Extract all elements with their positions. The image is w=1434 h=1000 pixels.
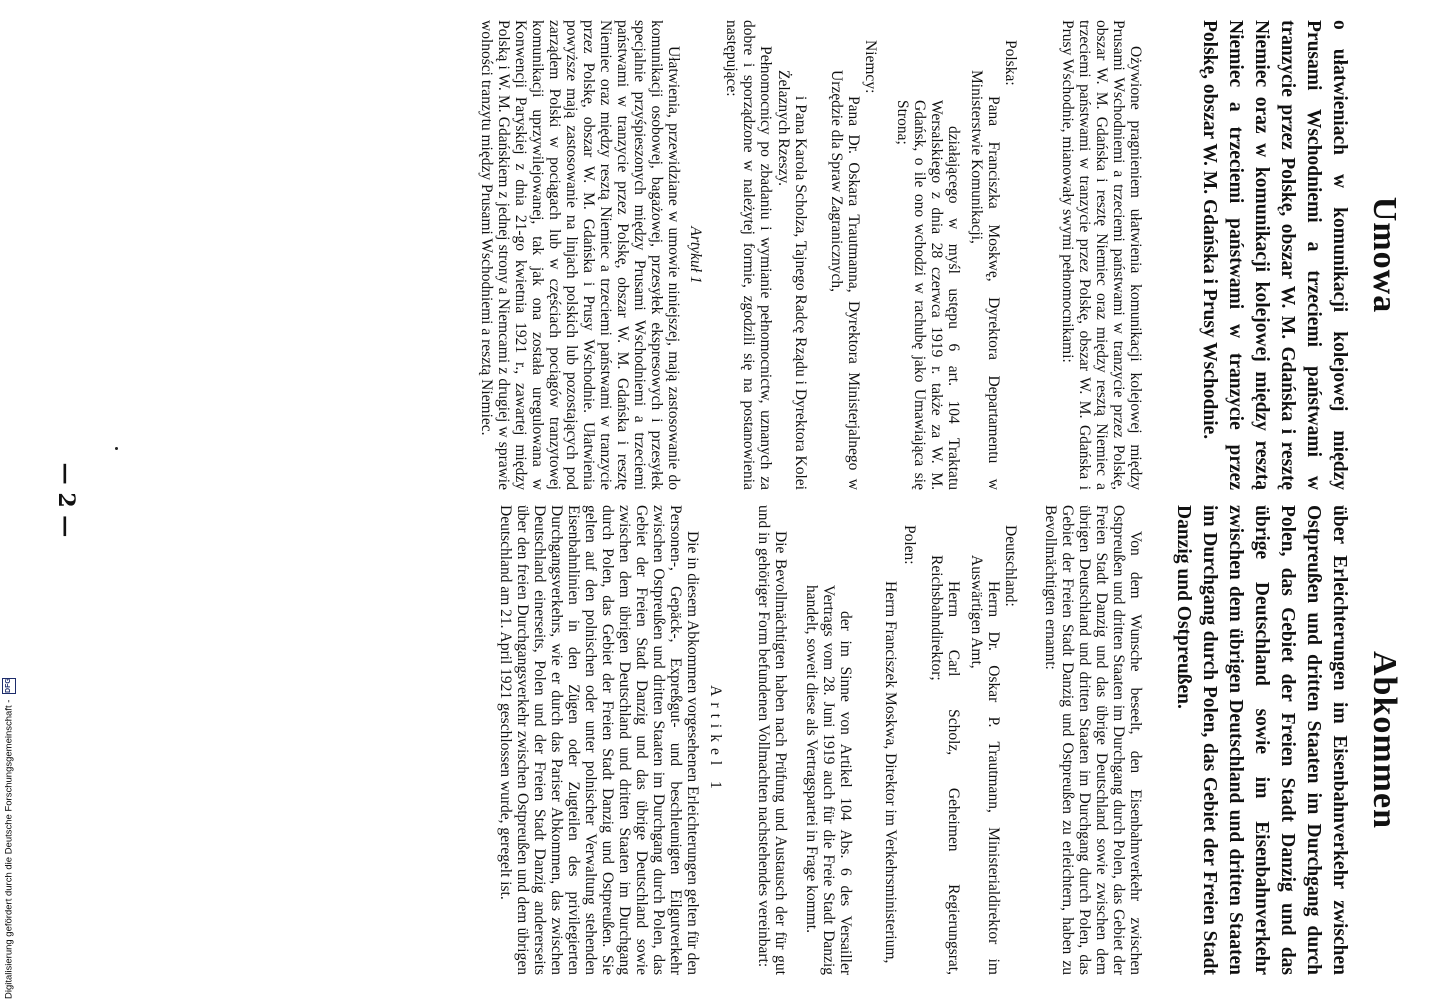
german-country-2: Polen: <box>901 525 918 565</box>
german-delegate-1: Herrn Dr. Oskar P. Trautmann, Ministerialdirektor im Auswärtigen Amt, <box>968 555 1002 975</box>
german-country-1: Deutschland: <box>1002 525 1019 607</box>
polish-treaty: działającego w myśl ustępu 6 art. 104 Traktatu Wersalskiego z dnia 28 czerwca 1919 r. także za W. M. Gdańsk, o ile ono wchodzi w rachubę jako Umawiająca się Strona; <box>894 100 962 490</box>
polish-country-1: Polska: <box>1002 40 1019 86</box>
polish-heading: o ułatwieniach w komunikacji kolejowej między Prusami Wschodniemi a trzeciemi państwami w tranzycie przez Polskę, obszar W. M. Gdańska i resztę Niemiec oraz w komunikacji kolejowej między resztą Niemiec a trzeciemi państwami w tranzycie przez Polskę, obszar W. M. Gdańska i Prusy Wschodnie. <box>1199 20 1350 490</box>
german-article-heading: Artikel 1 <box>707 685 724 795</box>
footer-text: Digitalisierung gefördert durch die Deutsche Forschungsgemeinschaft - <box>3 699 15 999</box>
polish-delegate-3: i Pana Karola Scholza, Tajnego Radcę Rządu i Dyrektora Kolei Żelaznych Rzeszy. <box>775 70 809 490</box>
german-delegate-2: Herrn Carl Scholz, Geheimen Regierungsrat, Reichsbahndirektor; <box>928 555 962 975</box>
german-column <box>0 505 1434 975</box>
polish-intro: Ożywione pragnieniem ułatwienia komunikacji kolejowej między Prusami Wschodniemi a trzeciemi państwami w tranzycie przez Polskę, obszar W. M. Gdańska i resztę Niemiec oraz między resztą Niemiec a trzeciemi państwami w tranzycie przez Polskę, obszar W. M. Gdańska i Prusy Wschodnie, mianowały swymi pełnomocnikami: <box>1059 20 1144 490</box>
page-number: — 2 — <box>53 462 79 538</box>
dfg-logo-icon: DFG <box>2 678 16 694</box>
german-treaty: der im Sinne von Artikel 104 Abs. 6 des Versailler Vertrags vom 28. Juni 1919 auch für die Freie Stadt Danzig handelt, soweit diese als Vertragspartei in Frage kommt. <box>803 585 854 975</box>
polish-country-2: Niemcy: <box>862 40 879 94</box>
german-delegate-3: Herrn Franciszek Moskwa, Direktor im Verkehrsministerium, <box>882 581 899 964</box>
polish-delegate-2: Pana Dr. Oskara Trautmanna, Dyrektora Ministerjalnego w Urzędzie dla Spraw Zagranicznych, <box>828 70 862 490</box>
german-intro: Von dem Wunsche beseelt, den Eisenbahnverkehr zwischen Ostpreußen und dritten Staaten im Durchgang durch Polen, das Gebiet der Freien Stadt Danzig und das übrige Deutschland sowie zwischen dem übrigen Deutschland und dritten Staaten im Durchgang durch Polen, das Gebiet der Freien Stadt Danzig und Ostpreußen zu erleichtern, haben zu Bevollmächtigten ernannt: <box>1042 505 1144 975</box>
polish-article-heading: Artykuł 1 <box>687 226 704 284</box>
german-powers: Die Bevollmächtigten haben nach Prüfung und Austausch der für gut und in gehöriger Form befundenen Vollmachten nachstehendes vereinbart: <box>755 505 789 975</box>
polish-article-text: Ułatwienia, przewidziane w umowie niniejszej, mają zastosowanie do komunikacji osobowej, bagażowej, przesyłek ekspresowych i przesyłek specjalnie przyśpieszonych między Prusami Wschodniemi a trzeciemi państwami w tranzycie przez Polskę, obszar W. M. Gdańska i resztę Niemiec oraz między resztą Niemiec a trzeciemi państwami w tranzycie przez Polskę, obszar W. M. Gdańska i Prusy Wschodnie. Ułatwienia powyższe mają zastosowanie na linjach polskich lub pozostających pod zarządem Polski w pociągach lub w częściach pociągów tranzytowej komunikacji uprzywilejowanej, tak jak ona została uregulowana w Konwencji Paryskiej z dnia 21-go kwietnia 1921 r., zawartej między Polską i W. M. Gdańskiem z jednej strony a Niemcami z drugiej w sprawie wolności tranzytu między Prusami Wschodniemi a resztą Niemiec. <box>478 20 682 490</box>
polish-powers: Pełnomocnicy po zbadaniu i wymianie pełnomocnictw, uznanych za dobre i sporządzone w należytej formie, zgodzili się na postanowienia następujące: <box>723 20 774 490</box>
german-heading: über Erleichterungen im Eisenbahnverkehr zwischen Ostpreußen und dritten Staaten im Durchgang durch Polen, das Gebiet der Freien Stadt Danzig und das übrige Deutschland sowie im Eisenbahnverkehr zwischen dem übrigen Deutschland und dritten Staaten im Durchgang durch Polen, das Gebiet der Freien Stadt Danzig und Ostpreußen. <box>1173 505 1350 975</box>
german-article-text: Die in diesem Abkommen vorgesehenen Erleichterungen gelten für den Personen-, Gepäck-, Expreßgut- und beschleunigten Eilgutverkehr zwischen Ostpreußen und dritten Staaten im Durchgang durch Polen, das Gebiet der Freien Stadt Danzig und das übrige Deutschland sowie zwischen dem übrigen Deutschland und dritten Staaten im Durchgang durch Polen, das Gebiet der Freien Stadt Danzig und Ostpreußen. Sie gelten auf den polnischen oder unter polnischer Verwaltung stehenden Eisenbahnlinien in den Zügen oder Zugteilen des privilegierten Durchgangsverkehrs, wie er durch das Pariser Abkommen, das zwischen Deutschland einerseits, Polen und der Freien Stadt Danzig andererseits über den freien Durchgangsverkehr zwischen Ostpreußen und dem übrigen Deutschland am 21. April 1921 geschlossen wurde, geregelt ist. <box>497 505 701 975</box>
polish-column <box>0 20 1434 490</box>
digitization-footer <box>2 0 16 999</box>
polish-delegate-1: Pana Franciszka Moskwę, Dyrektora Departamentu w Ministerstwie Komunikacji, <box>968 70 1002 490</box>
german-title: Abkommen <box>1366 650 1403 830</box>
scan-speck <box>115 447 118 450</box>
polish-title: Umowa <box>1366 196 1403 314</box>
